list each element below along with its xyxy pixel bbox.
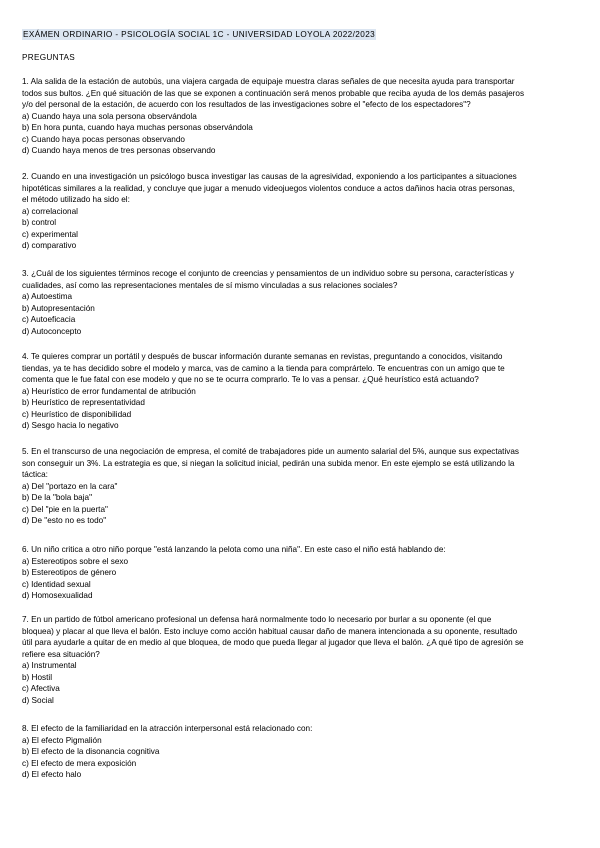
question-2-option-a: a) correlacional [22, 206, 78, 216]
section-heading: PREGUNTAS [22, 53, 76, 62]
question-1-line-1: 1. Ala salida de la estación de autobús, una viajera cargada de equipaje muestra claras señales de que necesita ayuda para transportar [22, 77, 515, 86]
question-7-option-c: c) Afectiva [22, 684, 60, 693]
question-2-option-b: b) control [22, 218, 57, 227]
question-1-option-a: a) Cuando haya una sola persona observándola [22, 111, 197, 121]
question-6-option-c: c) Identidad sexual [22, 579, 91, 589]
question-7-line-2: bloquea) y placar al que lleva el balón. Esto incluye como acción habitual causar daño de manera intencionada a su oponente, resultado [22, 626, 518, 636]
question-4-option-d: d) Sesgo hacia lo negativo [22, 421, 119, 430]
question-3-line-2: cualidades, así como las representaciones mentales de sí mismo vinculadas a sus relaciones sociales? [22, 280, 398, 290]
question-8 [22, 723, 582, 781]
question-3-option-b: b) Autopresentación [22, 303, 95, 313]
question-5-line-3: táctica: [22, 470, 48, 479]
question-4-line-1: 4. Te quieres comprar un portátil y después de buscar información durante semanas en revistas, preguntando a conocidos, visitando [22, 352, 503, 361]
question-1-line-3: y/o del personal de la estación, de acuerdo con los resultados de las investigaciones sobre el "efecto de los espectadores"? [22, 100, 471, 109]
question-1-option-b: b) En hora punta, cuando haya muchas personas observándola [22, 123, 253, 132]
question-2-line-3: el método utilizado ha sido el: [22, 195, 130, 204]
exam-title: EXÁMEN ORDINARIO - PSICOLOGÍA SOCIAL 1C - UNIVERSIDAD LOYOLA 2022/2023 [23, 30, 376, 39]
question-7-line-1: 7. En un partido de fútbol americano profesional un defensa hará normalmente todo lo necesario por burlar a su oponente (el que [22, 615, 492, 624]
question-2-line-2: hipotéticas similares a la realidad, y concluye que jugar a menudo videojuegos violentos conduce a actos dañinos hacia otras personas, [22, 183, 515, 193]
question-1-option-c: c) Cuando haya pocas personas observando [22, 134, 185, 144]
question-8-option-a: a) El efecto Pigmalión [22, 735, 102, 745]
question-4-line-3: comenta que le fue fatal con ese modelo y que no se te ocurra comprarlo. Te lo vas a pensar. ¿Qué heurístico está actuando? [22, 375, 479, 384]
question-2-option-c: c) experimental [22, 229, 78, 239]
question-6 [22, 544, 582, 602]
question-5-line-2: son conseguir un 3%. La estrategia es que, si niegan la solicitud inicial, pedirán una subida menor. En este ejemplo se está utilizando la [22, 458, 515, 468]
question-5-line-1: 5. En el transcurso de una negociación de empresa, el comité de trabajadores pide un aumento salarial del 5%, aunque sus expectativas [22, 447, 520, 456]
question-8-option-b: b) El efecto de la disonancia cognitiva [22, 747, 160, 756]
question-6-option-d: d) Homosexualidad [22, 591, 93, 600]
question-3-option-c: c) Autoeficacia [22, 315, 76, 324]
question-7-option-b: b) Hostil [22, 672, 53, 682]
question-3-line-1: 3. ¿Cuál de los siguientes términos recoge el conjunto de creencias y pensamientos de un individuo sobre su persona, características y [22, 269, 514, 278]
question-6-option-b: b) Estereotipos de género [22, 568, 117, 577]
question-7 [22, 614, 582, 706]
question-4-line-2: tiendas, ya te has decidido sobre el modelo y marca, vas de camino a la tienda para comprártelo. Te encuentras con un amigo que te [22, 363, 505, 373]
question-7-line-4: refiere esa situación? [22, 649, 100, 659]
question-5-option-b: b) De la "bola baja" [22, 493, 92, 502]
question-6-line-1: 6. Un niño critica a otro niño porque "está lanzando la pelota como una niña". En este caso el niño está hablando de: [22, 545, 446, 554]
question-8-option-c: c) El efecto de mera exposición [22, 758, 137, 768]
question-7-option-a: a) Instrumental [22, 661, 77, 670]
question-4-option-c: c) Heurístico de disponibilidad [22, 409, 132, 419]
question-8-option-d: d) El efecto halo [22, 770, 82, 779]
question-5-option-a: a) Del "portazo en la cara" [22, 481, 118, 491]
question-4-option-b: b) Heurístico de representatividad [22, 398, 145, 407]
question-4-option-a: a) Heurístico de error fundamental de atribución [22, 386, 196, 396]
question-8-line-1: 8. El efecto de la familiaridad en la atracción interpersonal está relacionado con: [22, 724, 313, 733]
question-1 [22, 76, 582, 157]
question-3 [22, 268, 582, 337]
question-6-option-a: a) Estereotipos sobre el sexo [22, 556, 129, 566]
question-3-option-d: d) Autoconcepto [22, 326, 82, 336]
question-7-option-d: d) Social [22, 695, 54, 705]
question-2 [22, 171, 582, 252]
question-7-line-3: útil para ayudarle a quitar de en medio al que bloquea, de modo que pueda llegar al jugador que lleva el balón. ¿A qué tipo de agresión se [22, 638, 524, 647]
question-3-option-a: a) Autoestima [22, 292, 73, 301]
question-4 [22, 351, 582, 432]
question-2-line-1: 2. Cuando en una investigación un psicólogo busca investigar las causas de la agresividad, exponiendo a los participantes a situaciones [22, 172, 517, 181]
question-2-option-d: d) comparativo [22, 241, 77, 250]
question-1-option-d: d) Cuando haya menos de tres personas observando [22, 146, 216, 155]
question-5-option-d: d) De "esto no es todo" [22, 516, 107, 525]
question-5-option-c: c) Del "pie en la puerta" [22, 504, 108, 514]
question-5 [22, 446, 582, 527]
question-1-line-2: todos sus bultos. ¿En qué situación de las que se exponen a continuación será menos probable que reciba ayuda de los demás pasajeros [22, 88, 525, 98]
